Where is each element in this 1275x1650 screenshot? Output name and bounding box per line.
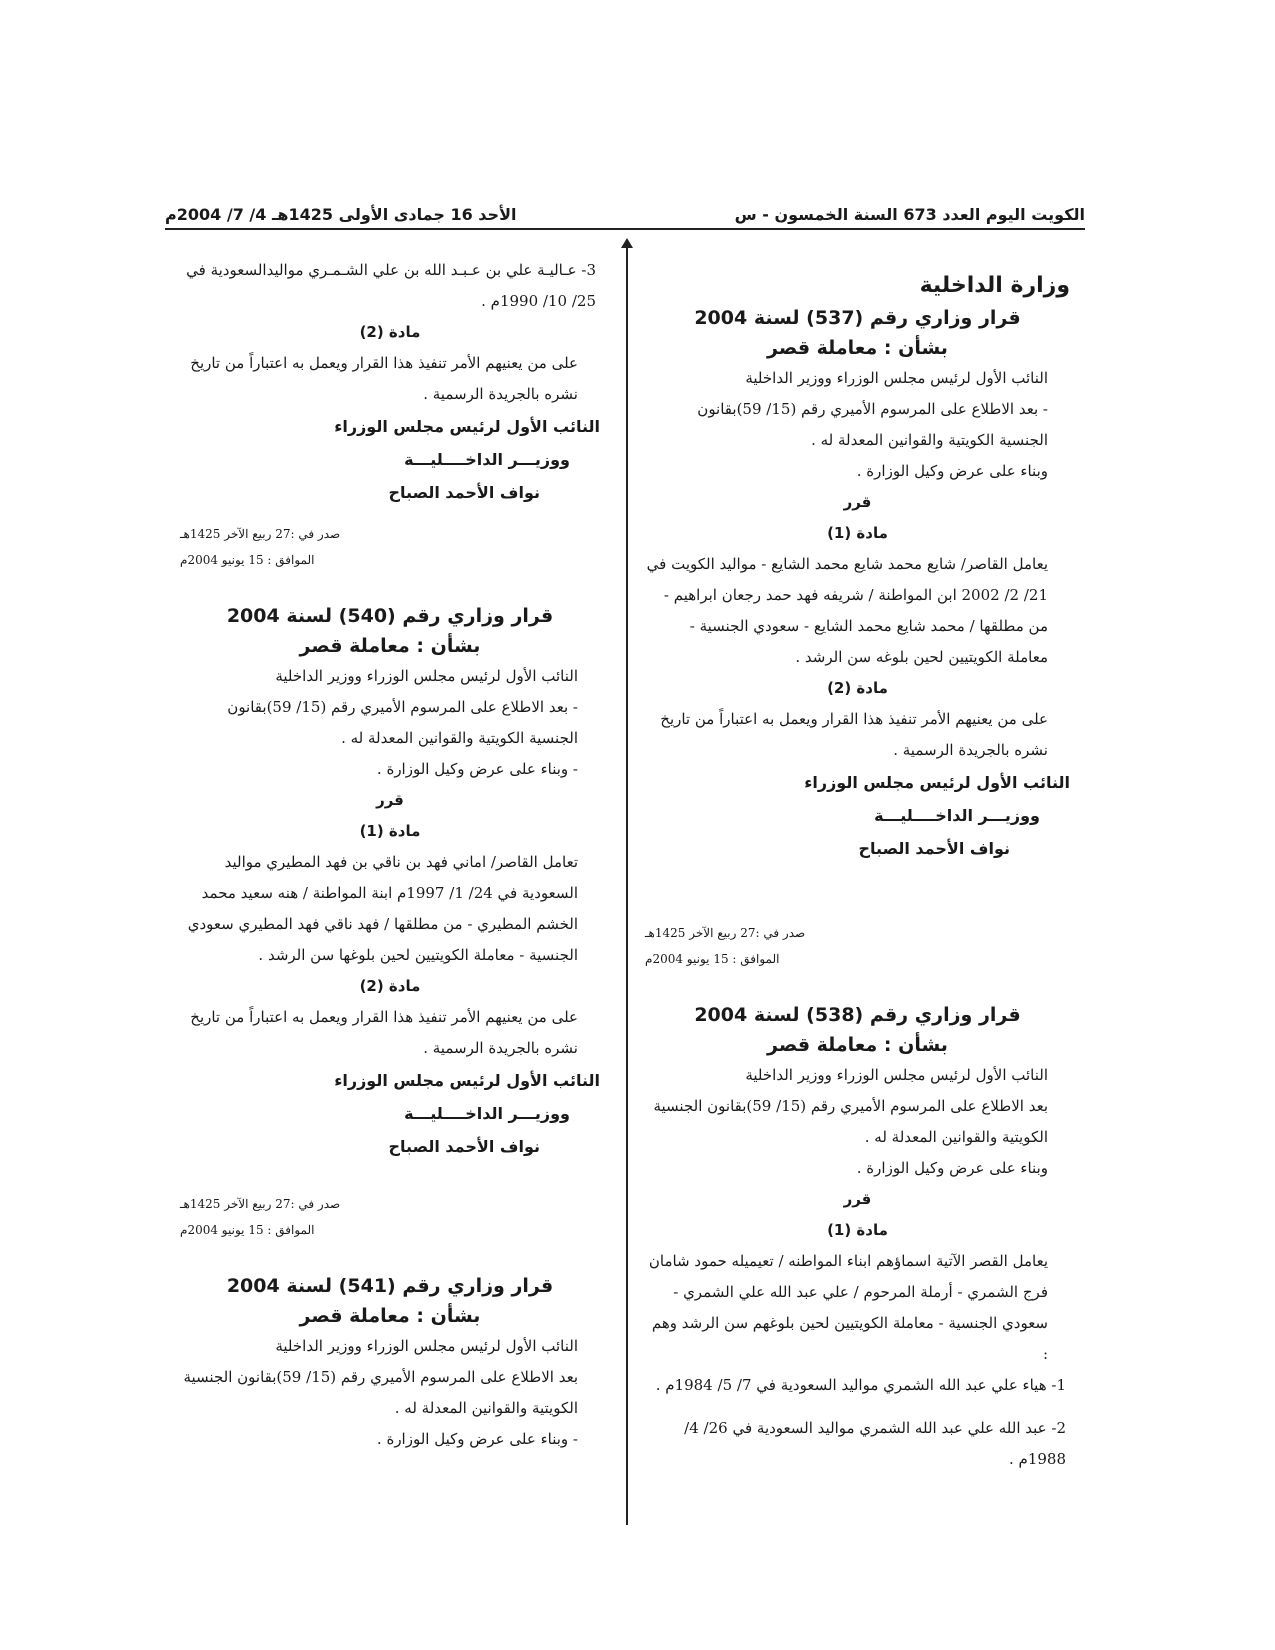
issued-date: صدر في :27 ربيع الآخر 1425هـ xyxy=(180,527,341,541)
corresponding-date: الموافق : 15 يونيو 2004م xyxy=(180,1223,315,1237)
corresponding-date: الموافق : 15 يونيو 2004م xyxy=(645,952,780,966)
decision-537 xyxy=(645,303,1070,972)
signature-ministry: ووزيـــر الداخــــليـــة xyxy=(874,806,1040,825)
decision-title: قرار وزاري رقم (541) لسنة 2004 xyxy=(226,1275,554,1297)
decided-label: قرر xyxy=(843,493,872,511)
decision-subject: بشأن : معاملة قصر xyxy=(767,1034,948,1056)
decision-intro: النائب الأول لرئيس مجلس الوزراء ووزير الداخلية xyxy=(275,667,578,685)
issued-date: صدر في :27 ربيع الآخر 1425هـ xyxy=(180,1197,341,1211)
column-divider xyxy=(626,245,628,1525)
signature-ministry: ووزيـــر الداخــــليـــة xyxy=(404,1104,570,1123)
right-column xyxy=(645,270,1070,1475)
preamble-decree: - بعد الاطلاع على المرسوم الأميري رقم (15/ 59)بقانون الجنسية الكويتية والقوانين المعدلة له . xyxy=(227,698,578,747)
article-1-label: مادة (1) xyxy=(359,822,421,840)
decision-intro: النائب الأول لرئيس مجلس الوزراء ووزير الداخلية xyxy=(745,1066,1048,1084)
article-2-label: مادة (2) xyxy=(359,323,421,341)
left-column xyxy=(180,255,600,1455)
decision-title: قرار وزاري رقم (537) لسنة 2004 xyxy=(694,307,1021,329)
signature-name: نواف الأحمد الصباح xyxy=(388,483,540,502)
article-2-text: على من يعنيهم الأمر تنفيذ هذا القرار ويعمل به اعتباراً من تاريخ نشره بالجريدة الرسمية . xyxy=(190,1008,578,1057)
preamble-decree: بعد الاطلاع على المرسوم الأميري رقم (15/ 59)بقانون الجنسية الكويتية والقوانين المعدلة له . xyxy=(653,1097,1048,1146)
article-1-label: مادة (1) xyxy=(827,524,888,542)
decision-540 xyxy=(180,601,600,1243)
article-1-text: تعامل القاصر/ اماني فهد بن ناقي بن فهد المطيري مواليد السعودية في 24/ 1/ 1997م ابنة المواطنة / هنه سعيد محمد الخشم المطيري - من مطلقها / فهد ناقي فهد المطيري سعودي الجنسية - معاملة الكويتيين لحين بلوغها سن الرشد . xyxy=(187,853,578,964)
article-1-label: مادة (1) xyxy=(827,1221,888,1239)
decision-538 xyxy=(645,1000,1070,1475)
decision-541 xyxy=(180,1271,600,1455)
preamble-proposal: - وبناء على عرض وكيل الوزارة . xyxy=(376,760,578,778)
decision-subject: بشأن : معاملة قصر xyxy=(767,337,948,359)
decided-label: قرر xyxy=(843,1190,872,1208)
ministry-heading: وزارة الداخلية xyxy=(919,273,1070,298)
article-2-label: مادة (2) xyxy=(827,679,888,697)
article-1-text: يعامل القصر الآتية اسماؤهم ابناء المواطنه / تعيميله حمود شامان فرج الشمري - أرملة المرحوم / علي عبد الله علي الشمري - سعودي الجنسية - معاملة الكويتيين لحين بلوغهم سن الرشد وهم : xyxy=(648,1252,1048,1363)
preamble-decree: بعد الاطلاع على المرسوم الأميري رقم (15/ 59)بقانون الجنسية الكويتية والقوانين المعدلة له . xyxy=(183,1368,578,1417)
article-1-text: يعامل القاصر/ شايع محمد شايع محمد الشايع - مواليد الكويت في 21/ 2/ 2002 ابن المواطنة / شريفه فهد حمد رجعان ابراهيم - من مطلقها / محمد شايع محمد الشايع - سعودي الجنسية - معاملة الكويتيين لحين بلوغه سن الرشد . xyxy=(646,555,1048,666)
decision-538-continued xyxy=(180,255,600,573)
decided-label: قرر xyxy=(376,791,404,809)
signature-title: النائب الأول لرئيس مجلس الوزراء xyxy=(804,773,1070,792)
signature-name: نواف الأحمد الصباح xyxy=(858,839,1010,858)
article-2-text: على من يعنيهم الأمر تنفيذ هذا القرار ويعمل به اعتباراً من تاريخ نشره بالجريدة الرسمية . xyxy=(190,354,578,403)
header-date: الأحد 16 جمادى الأولى 1425هـ 4/ 7/ 2004م xyxy=(165,205,517,224)
signature-title: النائب الأول لرئيس مجلس الوزراء xyxy=(334,1071,600,1090)
decision-intro: النائب الأول لرئيس مجلس الوزراء ووزير الداخلية xyxy=(745,369,1048,387)
preamble-proposal: وبناء على عرض وكيل الوزارة . xyxy=(856,1159,1048,1177)
decision-subject: بشأن : معاملة قصر xyxy=(299,1305,481,1327)
decision-title: قرار وزاري رقم (540) لسنة 2004 xyxy=(226,605,554,627)
header-issue-info: الكويت اليوم العدد 673 السنة الخمسون - س xyxy=(734,205,1085,224)
decision-title: قرار وزاري رقم (538) لسنة 2004 xyxy=(694,1004,1021,1026)
decision-subject: بشأن : معاملة قصر xyxy=(299,635,481,657)
signature-title: النائب الأول لرئيس مجلس الوزراء xyxy=(334,417,600,436)
list-item: 2- عبد الله علي عبد الله الشمري مواليد السعودية في 26/ 4/ 1988م . xyxy=(684,1419,1066,1468)
list-item: 3- عـاليـة علي بن عـبـد الله بن علي الشـمـري مواليدالسعودية في 25/ 10/ 1990م . xyxy=(186,261,596,310)
corresponding-date: الموافق : 15 يونيو 2004م xyxy=(180,553,315,567)
issued-date: صدر في :27 ربيع الآخر 1425هـ xyxy=(645,926,806,940)
preamble-proposal: - وبناء على عرض وكيل الوزارة . xyxy=(376,1430,578,1448)
page-header xyxy=(165,188,1085,230)
signature-ministry: ووزيـــر الداخــــليـــة xyxy=(404,450,570,469)
preamble-decree: - بعد الاطلاع على المرسوم الأميري رقم (15/ 59)بقانون الجنسية الكويتية والقوانين المعدلة له . xyxy=(697,400,1048,449)
decision-intro: النائب الأول لرئيس مجلس الوزراء ووزير الداخلية xyxy=(275,1337,578,1355)
list-item: 1- هياء علي عبد الله الشمري مواليد السعودية في 7/ 5/ 1984م . xyxy=(655,1376,1066,1394)
article-2-label: مادة (2) xyxy=(359,977,421,995)
signature-name: نواف الأحمد الصباح xyxy=(388,1137,540,1156)
article-2-text: على من يعنيهم الأمر تنفيذ هذا القرار ويعمل به اعتباراً من تاريخ نشره بالجريدة الرسمية . xyxy=(660,710,1048,759)
preamble-proposal: وبناء على عرض وكيل الوزارة . xyxy=(856,462,1048,480)
